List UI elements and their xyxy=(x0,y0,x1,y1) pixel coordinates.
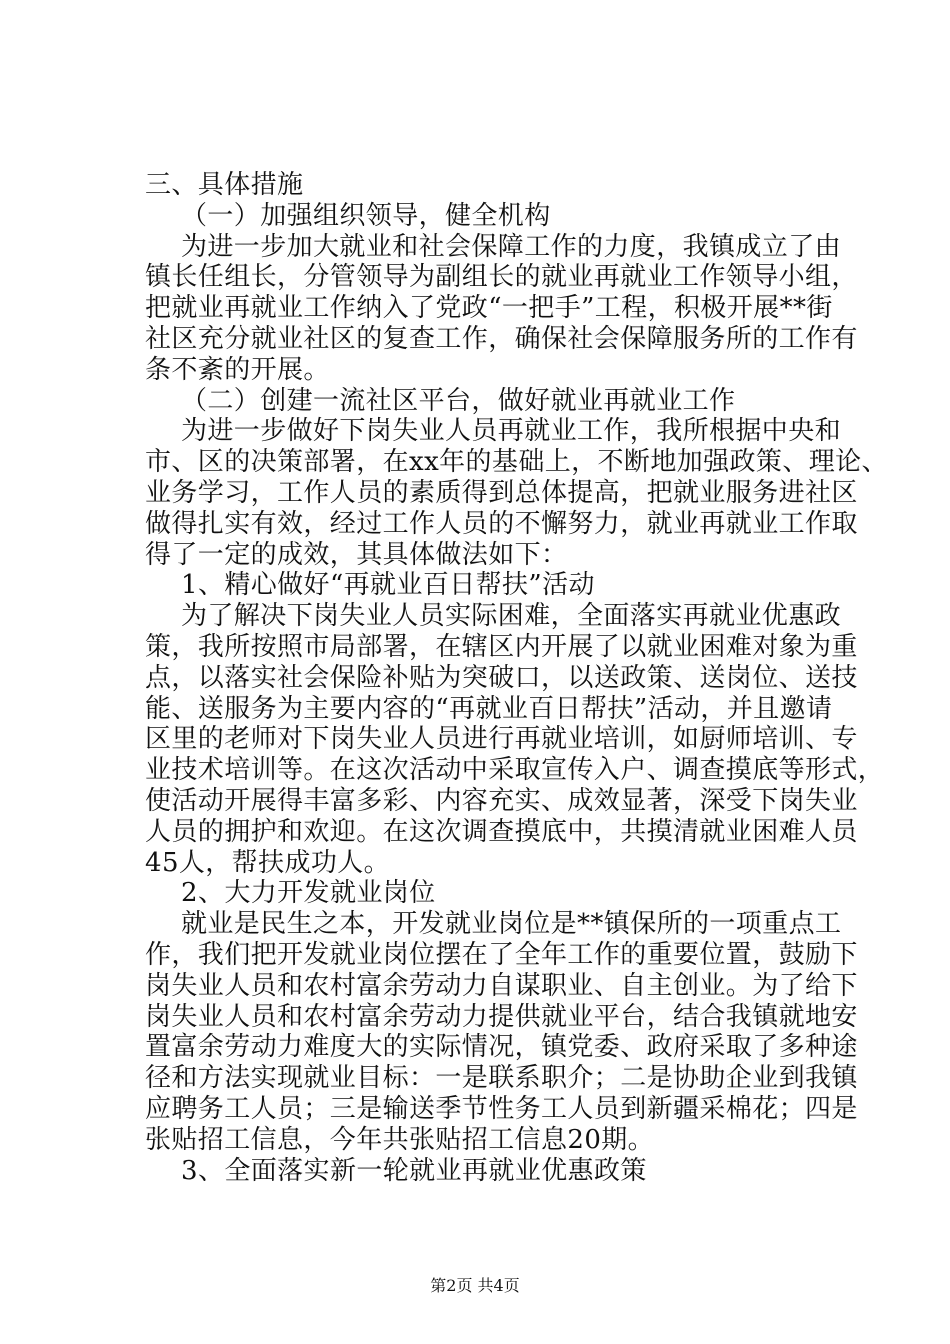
paragraph-line: 业技术培训等。在这次活动中采取宣传入户、调查摸底等形式， xyxy=(145,755,885,786)
paragraph-line: 能、送服务为主要内容的“再就业百日帮扶”活动，并且邀请 xyxy=(145,693,833,724)
page-number-label: 第2页 共4页 xyxy=(430,1276,520,1295)
paragraph-line: 45人，帮扶成功人。 xyxy=(145,847,391,878)
paragraph-line: 径和方法实现就业目标：一是联系职介；二是协助企业到我镇 xyxy=(145,1063,858,1094)
section-heading: 三、具体措施 xyxy=(145,170,304,200)
paragraph-line: 作，我们把开发就业岗位摆在了全年工作的重要位置，鼓励下 xyxy=(145,939,858,970)
paragraph-line: 为进一步加大就业和社会保障工作的力度，我镇成立了由 xyxy=(181,231,842,262)
paragraph-line: 为进一步做好下岗失业人员再就业工作，我所根据中央和 xyxy=(181,416,842,447)
paragraph-line: 岗失业人员和农村富余劳动力提供就业平台，结合我镇就地安 xyxy=(145,1001,858,1032)
paragraph-line: 岗失业人员和农村富余劳动力自谋职业、自主创业。为了给下 xyxy=(145,970,858,1001)
paragraph-line: 应聘务工人员；三是输送季节性务工人员到新疆采棉花；四是 xyxy=(145,1093,858,1124)
paragraph-line: 为了解决下岗失业人员实际困难，全面落实再就业优惠政 xyxy=(181,601,842,632)
paragraph-line: 条不紊的开展。 xyxy=(145,354,330,385)
item-heading: 3、全面落实新一轮就业再就业优惠政策 xyxy=(181,1155,647,1186)
paragraph-line: 得了一定的成效，其具体做法如下： xyxy=(145,539,568,570)
paragraph-line: 业务学习，工作人员的素质得到总体提高，把就业服务进社区 xyxy=(145,477,858,508)
page-footer xyxy=(0,1276,950,1296)
paragraph-line: 使活动开展得丰富多彩、内容充实、成效显著，深受下岗失业 xyxy=(145,785,858,816)
paragraph-line: 就业是民生之本，开发就业岗位是**镇保所的一项重点工 xyxy=(181,909,842,940)
paragraph-line: 市、区的决策部署，在xx年的基础上，不断地加强政策、理论、 xyxy=(145,447,888,478)
paragraph-line: 点，以落实社会保险补贴为突破口，以送政策、送岗位、送技 xyxy=(145,662,858,693)
subsection-heading: （一）加强组织领导，健全机构 xyxy=(181,200,551,231)
item-heading: 2、大力开发就业岗位 xyxy=(181,878,436,909)
paragraph-line: 置富余劳动力难度大的实际情况，镇党委、政府采取了多种途 xyxy=(145,1032,858,1063)
item-heading: 1、精心做好“再就业百日帮扶”活动 xyxy=(181,570,595,601)
paragraph-line: 把就业再就业工作纳入了党政“一把手”工程，积极开展**街 xyxy=(145,293,833,324)
paragraph-line: 镇长任组长，分管领导为副组长的就业再就业工作领导小组， xyxy=(145,262,858,293)
paragraph-line: 社区充分就业社区的复查工作，确保社会保障服务所的工作有 xyxy=(145,323,858,354)
paragraph-line: 人员的拥护和欢迎。在这次调查摸底中，共摸清就业困难人员 xyxy=(145,816,858,847)
subsection-heading: （二）创建一流社区平台，做好就业再就业工作 xyxy=(181,385,736,416)
paragraph-line: 张贴招工信息，今年共张贴招工信息20期。 xyxy=(145,1124,655,1155)
paragraph-line: 做得扎实有效，经过工作人员的不懈努力，就业再就业工作取 xyxy=(145,508,858,539)
document-body xyxy=(145,170,888,1186)
paragraph-line: 策，我所按照市局部署，在辖区内开展了以就业困难对象为重 xyxy=(145,631,858,662)
paragraph-line: 区里的老师对下岗失业人员进行再就业培训，如厨师培训、专 xyxy=(145,724,858,755)
